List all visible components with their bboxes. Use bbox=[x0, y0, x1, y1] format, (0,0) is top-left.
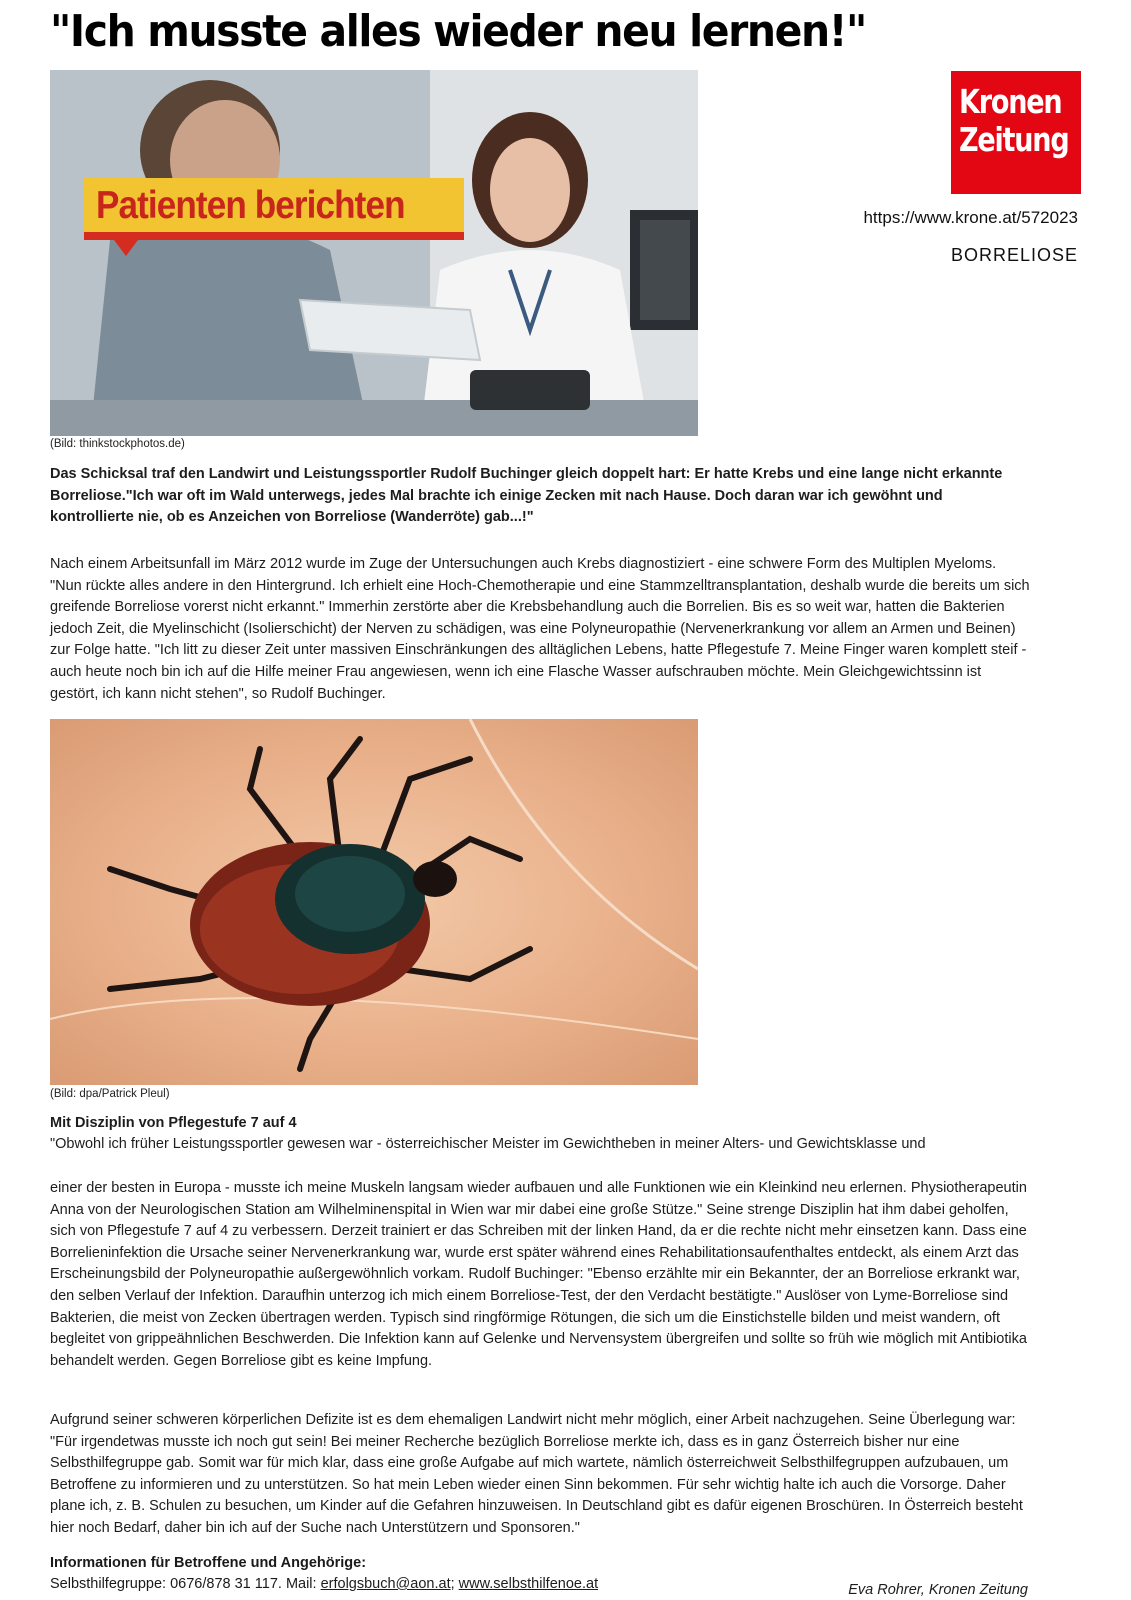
article-paragraph-2: "Obwohl ich früher Leistungssportler gewesen war - österreichischer Meister im Gewichtheben in meiner Alters- und Gewichtsklasse und bbox=[50, 1136, 926, 1152]
photo2-caption: (Bild: dpa/Patrick Pleul) bbox=[50, 1088, 170, 1100]
logo-line-2: Zeitung bbox=[959, 120, 1069, 159]
badge-label: Patienten berichten bbox=[96, 184, 405, 227]
article-headline: "Ich musste alles wieder neu lernen!" bbox=[50, 6, 866, 57]
info-separator: ; bbox=[450, 1576, 459, 1592]
topic-label: BORRELIOSE bbox=[950, 245, 1078, 265]
article-paragraph-3: einer der besten in Europa - musste ich meine Muskeln langsam wieder aufbauen und alle Funktionen wie ein Kleinkind neu erlernen. Physiotherapeutin Anna von der Neurologischen Station am Wilhelminenspital in Wien war mir dabei eine große Stütze." Seine strenge Disziplin hat ihm dabei geholfen, sich von Pflegestufe 7 auf 4 zu verbessern. Derzeit trainiert er das Schreiben mit der linken Hand, da er die rechte nicht mehr einsetzen kann. Dass eine Borrelieninfektion die Ursache seiner Nervenerkrankung war, wurde erst später während eines Rehabilitationsaufenthaltes entdeckt, als einem Arzt das Erscheinungsbild der Polyneuropathie außergewöhnlich vorkam. Rudolf Buchinger: "Ebenso erzählte mir ein Bekannter, der an Borreliose erkrankt war, den selben Verlauf der Infektion. Daraufhin unterzog ich mich einem Borreliose-Test, der den Verdacht bestätigte." Auslöser von Lyme-Borreliose sind Bakterien, die meist von Zecken übertragen werden. Typisch sind ringförmige Rötungen, die sich um die Einstichstelle bilden und meist wandern, oft begleitet von grippeähnlichen Beschwerden. Die Infektion kann auf Gelenke und Nervensystem übergreifen und sollte so früh wie möglich mit Antibiotika behandelt werden. Gegen Borreliose gibt es keine Impfung. bbox=[50, 1180, 1027, 1369]
info-heading: Informationen für Betroffene und Angehörige: bbox=[50, 1555, 367, 1571]
doctor-patient-photo bbox=[50, 70, 698, 436]
logo-line-1: Kronen bbox=[959, 82, 1062, 121]
article-lead: Das Schicksal traf den Landwirt und Leistungssportler Rudolf Buchinger gleich doppelt hart: Er hatte Krebs und eine lange nicht erkannte Borreliose."Ich war oft im Wald unterwegs, jedes Mal brachte ich einige Zecken mit nach Hause. Doch daran war ich gewöhnt und kontrollierte nie, ob es Anzeichen von Borreliose (Wanderröte) gab...!" bbox=[50, 466, 1003, 526]
article-paragraph-4: Aufgrund seiner schweren körperlichen Defizite ist es dem ehemaligen Landwirt nicht mehr möglich, einer Arbeit nachzugehen. Seine Überlegung war: "Für irgendetwas musste ich noch gut sein! Bei meiner Recherche bezüglich Borreliose merkte ich, dass es in ganz Österreich bisher nur eine Selbsthilfegruppe gab. Somit war für mich klar, dass eine große Aufgabe auf mich wartete, nämlich österreichweit Selbsthilfegruppen aufzubauen, um Betroffene zu informieren und zu unterstützen. So hat mein Leben wieder einen Sinn bekommen. Für sehr wichtig halte ich auch die Vorsorge. Daher plane ich, z. B. Schulen zu besuchen, um Kinder auf die Gefahren hinzuweisen. In Deutschland gibt es dafür eigenen Broschüren. In Österreich besteht hier noch Bedarf, daher bin ich auf der Suche nach Unterstützern und Sponsoren." bbox=[50, 1412, 1023, 1536]
photo1-caption: (Bild: thinkstockphotos.de) bbox=[50, 438, 185, 450]
tick-illustration bbox=[50, 719, 698, 1085]
info-line bbox=[50, 1576, 598, 1592]
tick-photo bbox=[50, 719, 698, 1085]
badge-tail bbox=[114, 240, 138, 256]
email-link[interactable]: erfolgsbuch@aon.at bbox=[320, 1576, 451, 1592]
patients-report-badge bbox=[84, 178, 464, 240]
website-link[interactable]: www.selbsthilfenoe.at bbox=[458, 1576, 599, 1592]
author-credit: Eva Rohrer, Kronen Zeitung bbox=[848, 1582, 1028, 1598]
doctor-patient-illustration bbox=[50, 70, 698, 436]
info-prefix: Selbsthilfegruppe: 0676/878 31 117. Mail: bbox=[50, 1576, 321, 1592]
source-url[interactable]: https://www.krone.at/572023 bbox=[863, 208, 1078, 227]
article-paragraph-1: Nach einem Arbeitsunfall im März 2012 wurde im Zuge der Untersuchungen auch Krebs diagnostiziert - eine schwere Form des Multiplen Myeloms. "Nun rückte alles andere in den Hintergrund. Ich erhielt eine Hoch-Chemotherapie und eine Stammzelltransplantation, deshalb wurde die bereits um sich greifende Borreliose vorerst nicht erkannt." Immerhin zerstörte aber die Krebsbehandlung auch die Borrelien. Bis es so weit war, hatten die Bakterien jedoch Zeit, die Myelinschicht (Isolierschicht) der Nerven zu schädigen, was eine Polyneuropathie (Nervenerkrankung vor allem an Armen und Beinen) zur Folge hatte. "Ich litt zu dieser Zeit unter massiven Einschränkungen des alltäglichen Lebens, hatte Pflegestufe 7. Meine Finger waren komplett steif - auch heute noch bin ich auf die Hilfe meiner Frau angewiesen, wenn ich eine Flasche Wasser aufschrauben möchte. Mein Gleichgewichtssinn ist gestört, ich kann nicht stehen", so Rudolf Buchinger. bbox=[50, 556, 1030, 702]
subheading: Mit Disziplin von Pflegestufe 7 auf 4 bbox=[50, 1115, 297, 1131]
kronen-zeitung-logo bbox=[951, 71, 1081, 194]
